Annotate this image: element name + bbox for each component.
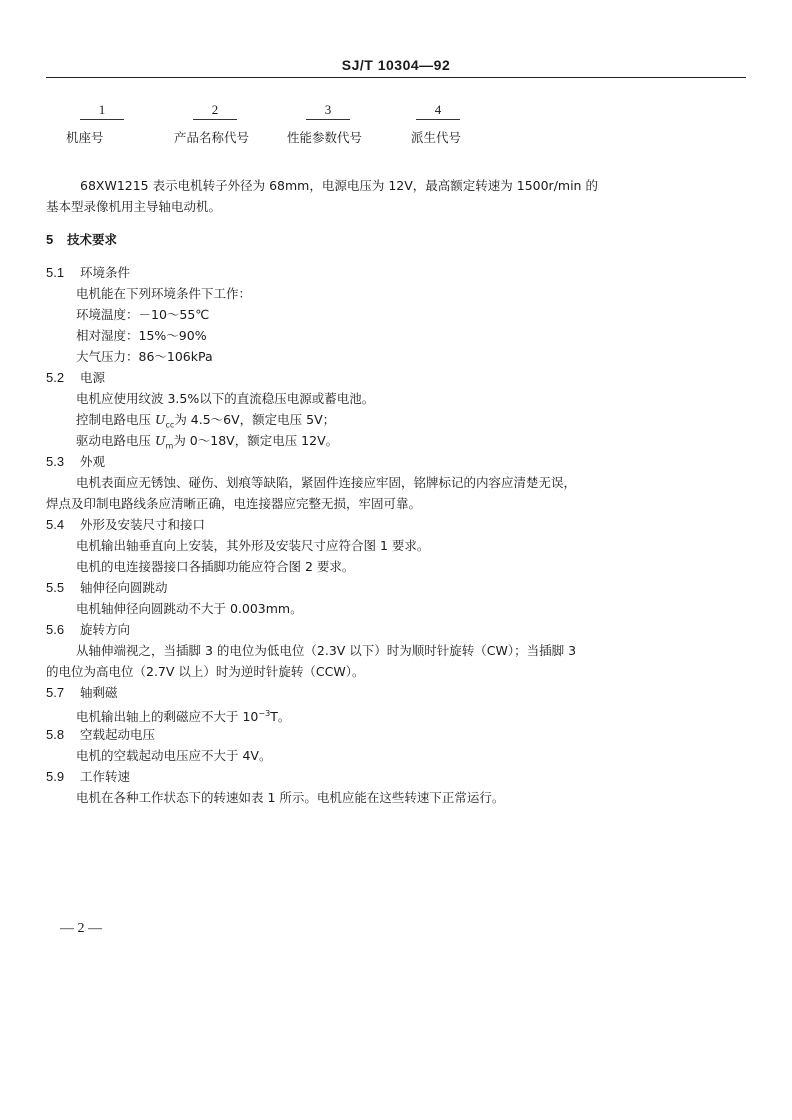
env-humidity: 相对湿度：15%～90%: [76, 328, 207, 343]
power-line-1: 电机应使用纹波 3.5%以下的直流稳压电源或蓄电池。: [76, 391, 375, 406]
power-line-2-post: 为 4.5～6V，额定电压 5V；: [174, 412, 336, 427]
section-5-6-title: 旋转方向: [80, 622, 131, 637]
runout-line-1: 电机轴伸径向圆跳动不大于 0.003mm。: [76, 601, 303, 616]
section-5-1-number: 5.1: [46, 265, 65, 280]
remanence-line-1-post: T。: [270, 709, 291, 725]
appearance-line-1: 电机表面应无锈蚀、碰伤、划痕等缺陷，紧固件连接应牢固，铭牌标记的内容应清楚无误，: [76, 475, 577, 490]
power-line-3-symbol: U: [154, 433, 166, 448]
power-line-3-subscript: m: [165, 441, 174, 451]
diagram-number-1: 1: [98, 102, 106, 117]
section-5-8-number: 5.8: [46, 727, 65, 742]
env-pressure: 大气压力：86～106kPa: [76, 349, 213, 364]
diagram-underline-2: [193, 119, 237, 120]
diagram-number-4: 4: [434, 102, 442, 117]
dimensions-line-1: 电机输出轴垂直向上安装，其外形及安装尺寸应符合图 1 要求。: [76, 538, 430, 553]
diagram-underline-4: [416, 119, 460, 120]
rotation-line-1: 从轴伸端视之，当插脚 3 的电位为低电位（2.3V 以下）时为顺时针旋转（CW）；当插脚 3: [76, 643, 577, 658]
env-intro: 电机能在下列环境条件下工作：: [76, 286, 252, 301]
section-5-9-title: 工作转速: [80, 769, 131, 784]
example-line-2: 基本型录像机用主导轴电动机。: [46, 199, 222, 214]
section-5-7-title: 轴剩磁: [80, 685, 118, 700]
diagram-caption-performance: 性能参数代号: [287, 130, 363, 145]
section-5-title: 技术要求: [67, 232, 118, 247]
section-5-5-title: 轴伸径向圆跳动: [80, 580, 168, 595]
remanence-line-1-exponent: −3: [258, 709, 271, 718]
power-line-2-symbol: U: [154, 412, 166, 427]
page-number: — 2 —: [60, 921, 102, 936]
power-line-2-pre: 控制电路电压: [76, 412, 155, 427]
remanence-line-1-pre: 电机输出轴上的剩磁应不大于 10: [76, 709, 259, 725]
remanence-line-1: [76, 705, 290, 726]
section-5-4-title: 外形及安装尺寸和接口: [80, 517, 206, 532]
speed-line-1: 电机在各种工作状态下的转速如表 1 所示。电机应能在这些转速下正常运行。: [76, 790, 505, 805]
power-line-2: [76, 411, 335, 435]
section-5-1-title: 环境条件: [80, 265, 131, 280]
header-rule: [46, 77, 746, 78]
rotation-line-2: 的电位为高电位（2.7V 以上）时为逆时针旋转（CCW）。: [46, 664, 365, 679]
section-5-6-number: 5.6: [46, 622, 65, 637]
standard-number: SJ/T 10304—92: [341, 57, 451, 73]
section-5-2-title: 电源: [80, 370, 106, 385]
diagram-number-2: 2: [211, 102, 219, 117]
section-5-7-number: 5.7: [46, 685, 65, 700]
diagram-underline-1: [80, 119, 124, 120]
section-5-9-number: 5.9: [46, 769, 65, 784]
power-line-3-pre: 驱动电路电压: [76, 433, 155, 448]
section-5-2-number: 5.2: [46, 370, 65, 385]
section-5-3-title: 外观: [80, 454, 106, 469]
section-5-number: 5: [46, 232, 54, 247]
appearance-line-2: 焊点及印制电路线条应清晰正确，电连接器应完整无损，牢固可靠。: [46, 496, 422, 511]
power-line-3-post: 为 0～18V，额定电压 12V。: [173, 433, 339, 448]
power-line-3: [76, 432, 338, 456]
diagram-caption-derivative: 派生代号: [411, 130, 462, 145]
model-code-diagram: [0, 100, 792, 150]
diagram-number-3: 3: [324, 102, 332, 117]
start-voltage-line-1: 电机的空载起动电压应不大于 4V。: [76, 748, 272, 763]
diagram-caption-frame: 机座号: [66, 130, 104, 145]
section-5-4-number: 5.4: [46, 517, 65, 532]
section-5-3-number: 5.3: [46, 454, 65, 469]
power-line-2-subscript: cc: [165, 420, 175, 430]
env-temperature: 环境温度：－10～55℃: [76, 307, 210, 322]
diagram-caption-product-name: 产品名称代号: [174, 130, 250, 145]
dimensions-line-2: 电机的电连接器接口各插脚功能应符合图 2 要求。: [76, 559, 355, 574]
section-5-8-title: 空载起动电压: [80, 727, 156, 742]
section-5-5-number: 5.5: [46, 580, 65, 595]
example-line-1: 68XW1215 表示电机转子外径为 68mm，电源电压为 12V，最高额定转速为 1500r/min 的: [80, 178, 598, 193]
diagram-underline-3: [306, 119, 350, 120]
